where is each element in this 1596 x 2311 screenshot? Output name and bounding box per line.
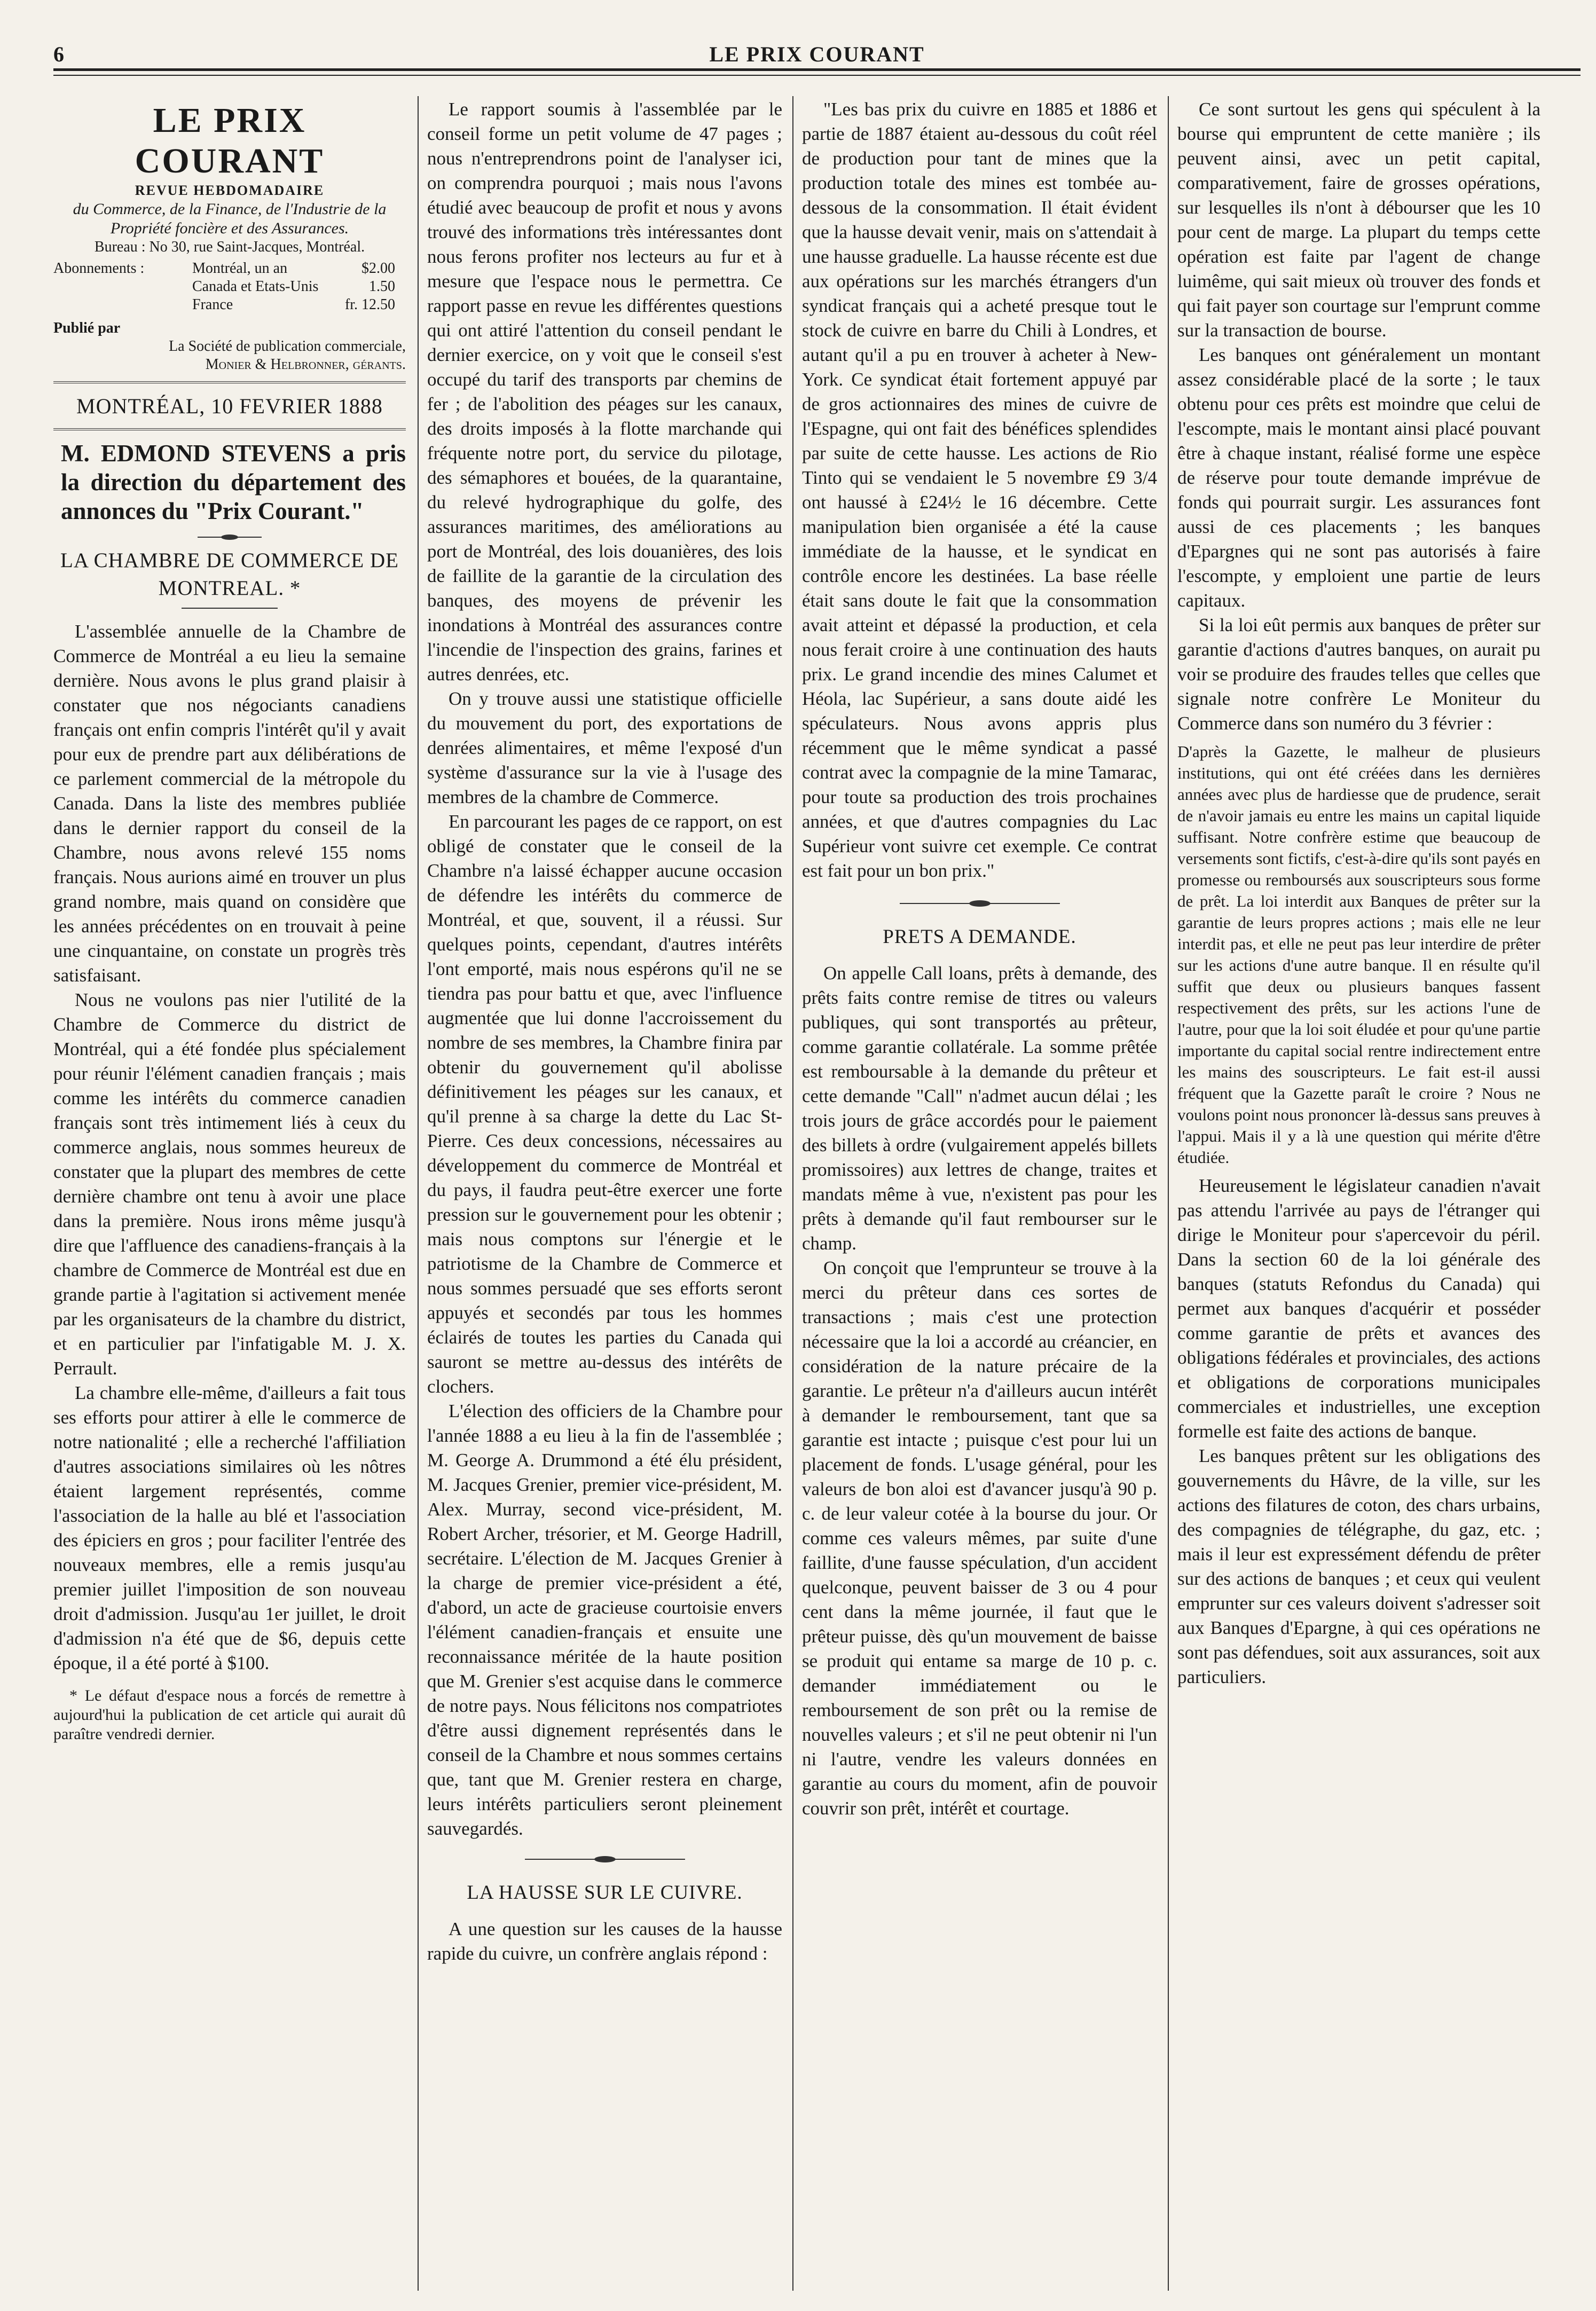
article-paragraph: On y trouve aussi une statistique officielle du mouvement du port, des exportations de denrées alimentaires, et même l'exposé d'un système d'assurance sur la vie à l'usage des membres de la chambre de Commerce.	[427, 688, 782, 807]
masthead-subtitle: REVUE HEBDOMADAIRE	[135, 183, 325, 198]
article-paragraph: A une question sur les causes de la hausse rapide du cuivre, un confrère anglais répond :	[427, 1919, 782, 1964]
article-paragraph: Nous ne voulons pas nier l'utilité de la Chambre de Commerce du district de Montréal, qui a été fondée plus spécialement pour réunir l'élément canadien français ; mais comme les intérêts du commerce canadien français sont très intimement liés à ceux du commerce anglais, nous sommes heureux de constater que la plupart des membres de cette dernière chambre ont tenu à avoir une place dans la première. Nous irons même jusqu'à dire que l'affluence des canadiens-français à la chambre de Commerce de Montréal est due en grande partie à l'agitation si activement menée par les organisateurs de la chambre du district, et en particulier par l'infatigable M. J. X. Perrault.	[53, 989, 406, 1379]
subscription-price: fr. 12.50	[344, 296, 395, 313]
column-rule	[418, 96, 419, 2291]
masthead-description: du Commerce, de la Finance, de l'Industrie de la Propriété foncière et des Assurances.	[73, 200, 387, 237]
article-paragraph: Ce sont surtout les gens qui spéculent à la bourse qui empruntent de cette manière ; ils peuvent ainsi, avec un petit capital, comparativement, faire de grosses opérations, sur lesquelles ils n'ont à débourser que les 10 pour cent de marge. La plupart du temps cette opération est faite par l'agent de change luimême, qui sait mieux où trouver des fonds et qui fait payer son courtage sur l'emprunt comme sur la transaction de bourse.	[1177, 99, 1540, 341]
heading-rule	[182, 608, 278, 609]
ornament-divider	[900, 898, 1060, 909]
column-1	[53, 97, 406, 2292]
announcement-notice: M. EDMOND STEVENS a pris la direction du département des annonces du "Prix Courant."	[61, 440, 406, 524]
footnote: * Le défaut d'espace nous a forcés de remettre à aujourd'hui la publication de cet article qui aurait dû paraître vendredi dernier.	[53, 1687, 406, 1743]
quoted-excerpt: D'après la Gazette, le malheur de plusieurs institutions, qui ont été créées dans les dernières années avec plus de hardiesse que de prudence, serait de n'avoir jamais eu entre les mains un capital liquide suffisant. Notre confrère estime que beaucoup de versements sont fictifs, c'est-à-dire qu'ils sont payés en promesse ou remboursés aux souscripteurs sous forme de prêt. La loi interdit aux Banques de prêter sur la garantie de leurs propres actions ; mais elle ne leur interdit pas, et elle ne peut pas leur interdire de prêter sur les actions d'une autre banque. Il en résulte qu'il suffit que deux ou plusieurs banques fassent respectivement des prêts, sur les actions l'une de l'autre, pour que la loi soit éludée et pour qu'une partie importante du capital social rentre indirectement entre les mains des souscripteurs. Le fait est-il aussi fréquent que la Gazette paraît le croire ? Nous ne voulons point nous prononcer là-dessus sans preuves à l'appui. Mais il y a là une question qui mérite d'être étudiée.	[1177, 742, 1540, 1167]
subscription-region: Montréal, un an	[192, 260, 288, 277]
subscription-price: 1.50	[369, 278, 395, 295]
column-4	[1177, 97, 1540, 2292]
subscription-region: France	[192, 296, 233, 313]
column-rule	[792, 96, 793, 2291]
subscription-row	[53, 296, 406, 314]
masthead-title: LE PRIX COURANT	[135, 101, 325, 180]
article-paragraph: Les banques ont généralement un montant assez considérable placé de la sorte ; le taux obtenu pour ces prêts est moindre que celui de l'escompte, mais le montant ainsi placé pouvant être à chaque instant, réalisé forme une espèce de réserve pour toute demande imprévue de fonds qui pourrait surgir. Les assurances font aussi de ces placements ; les banques d'Epargnes qui ne sont pas autorisés à faire l'escompte, y emploient une partie de leurs capitaux.	[1177, 344, 1540, 611]
article-paragraph: L'élection des officiers de la Chambre pour l'année 1888 a eu lieu à la fin de l'assemblée ; M. George A. Drummond a été élu président, M. Jacques Grenier, premier vice-président, M. Alex. Murray, second vice-président, M. Robert Archer, trésorier, et M. George Hadrill, secrétaire. L'élection de M. Jacques Grenier à la charge de premier vice-président a été, d'abord, un acte de gracieuse courtoisie envers l'élément canadien-français et ensuite une reconnaissance méritée de la haute position que M. Grenier s'est acquise dans le commerce de notre pays. Nous félicitons nos compatriotes d'être aussi dignement représentés dans le conseil de la Chambre et nous sommes certains que, tant que M. Grenier restera en charge, leurs intérêts particuliers seront pleinement sauvegardés.	[427, 1401, 782, 1839]
ornament-divider	[525, 1854, 685, 1865]
quoted-paragraph: "Les bas prix du cuivre en 1885 et 1886 et partie de 1887 étaient au-dessous du coût réel de production pour tant de mines que la production totale des mines est tombée au-dessous de la consommation. Il était évident que la hausse devait venir, mais on s'attendait à une hausse graduelle. La hausse récente est due aux opérations sur les marchés étrangers d'un syndicat français qui a acheté presque tout le stock de cuivre en barre du Chili à Londres, et autant qu'il a pu en trouver à acheter à New-York. Ce syndicat était fortement appuyé par de gros actionnaires des mines de cuivre de l'Espagne, qui ont fait des bénéfices splendides par suite de cette hausse. Les actions de Rio Tinto qui se vendaient le 5 novembre £9 3/4 ont haussé à £24½ le 16 décembre. Cette manipulation bien organisée a été la cause immédiate de la hausse, et le syndicat en contrôle encore les destinées. La base réelle était sans doute le fait que la consommation avait atteint et dépassé la production, et cela nous ferait croire à une continuation des hauts prix. Le grand incendie des mines Calumet et Héola, lac Supérieur, a sans doute aidé les spéculateurs. Nous avons appris plus récemment que le même syndicat a passé contrat avec la compagnie de la mine Tamarac, pour toute sa production des trois prochaines années, et que d'autres compagnies du Lac Supérieur vont suivre cet exemple. Ce contrat est fait pour un bon prix."	[802, 99, 1157, 881]
header-rule-thin	[53, 75, 1581, 76]
article-paragraph: En parcourant les pages de ce rapport, on est obligé de constater que le conseil de la Chambre n'a laissé échapper aucune occasion de défendre les intérêts du commerce de Montréal, et que, souvent, il a réussi. Sur quelques points, cependant, d'autres intérêts l'ont emporté, mais nous espérons qu'il ne se tiendra pas pour battu et que, avec l'influence augmentée que lui donne l'accroissement du nombre de ses membres, la Chambre finira par obtenir du gouvernement qu'il abolisse définitivement les péages sur les canaux, et qu'il prenne à sa charge la dette du Lac St-Pierre. Ces deux concessions, nécessaires au développement du commerce de Montréal et du pays, il faudra peut-être exercer une forte pression sur le gouvernement pour les obtenir ; mais nous comptons sur l'énergie et le patriotisme de la Chambre de Commerce et nous sommes persuadé que ses efforts seront appuyés et secondés par tous les hommes éclairés de toutes les parties du Canada qui sauront se mettre au-dessus des intérêts de clochers.	[427, 811, 782, 1397]
article-paragraph: L'assemblée annuelle de la Chambre de Commerce de Montréal a eu lieu la semaine dernière. Nous avons le plus grand plaisir à constater que nos négociants canadiens français ont enfin compris l'intérêt qu'il y avait pour eux de prendre part aux délibérations de ce parlement commercial de la métropole du Canada. Dans la liste des membres publiée dans le dernier rapport du conseil de la Chambre, nous avons relevé 155 noms français. Nous aurions aimé en trouver un plus grand nombre, mais quand on considère que les années précédentes on en trouvait à peine une cinquantaine, on constate un progrès très satisfaisant.	[53, 621, 406, 986]
subscription-rates	[53, 260, 406, 314]
masthead-bureau: Bureau : No 30, rue Saint-Jacques, Montréal.	[94, 239, 365, 255]
column-3	[802, 97, 1157, 2292]
subscription-row	[53, 278, 406, 296]
running-title: LE PRIX COURANT	[709, 42, 925, 66]
ornament-divider	[198, 533, 262, 541]
subscription-region: Canada et Etats-Unis	[192, 278, 319, 295]
article-heading: LA CHAMBRE DE COMMERCE DE MONTREAL. *	[60, 549, 399, 600]
publisher-info	[53, 319, 406, 374]
divider	[53, 428, 406, 431]
article-paragraph: On appelle Call loans, prêts à demande, des prêts faits contre remise de titres ou valeurs publiques, qui sont transportés au prêteur, comme garantie collatérale. La somme prêtée est remboursable à la demande du prêteur et cette demande "Call" n'admet aucun délai ; les trois jours de grâce accordés pour le paiement des billets à ordre (vulgairement appelés billets promissoires) aux lettres de change, traites et mandats même à vue, n'existent pas pour les prêts à demande qu'il faut rembourser sur le champ.	[802, 963, 1157, 1254]
article-paragraph: Si la loi eût permis aux banques de prêter sur garantie d'actions d'autres banques, on aurait pu voir se produire des fraudes telles que celles que signale notre confrère Le Moniteur du Commerce dans son numéro du 3 février :	[1177, 615, 1540, 734]
subscription-label: Abonnements :	[53, 260, 145, 277]
divider	[53, 381, 406, 384]
article-paragraph: Heureusement le législateur canadien n'avait pas attendu l'arrivée au pays de l'étranger qui dirige le Moniteur pour s'apercevoir du péril. Dans la section 60 de la loi générale des banques (statuts Refondus du Canada) qui permet aux banques d'acquérir et posséder comme garantie de prêts et avances des obligations fédérales et provinciales, des actions et obligations de corporations municipales commerciales et industrielles, une exception formelle est faite des actions de banque.	[1177, 1175, 1540, 1442]
publisher-managers: Monier & Helbronner, gérants.	[205, 356, 406, 373]
column-rule	[1168, 96, 1169, 2291]
page-number: 6	[53, 42, 65, 66]
column-2	[427, 97, 782, 2292]
published-by-label: Publié par	[53, 320, 121, 336]
subscription-price: $2.00	[361, 260, 395, 277]
subscription-row	[53, 260, 406, 278]
article-paragraph: On conçoit que l'emprunteur se trouve à la merci du prêteur dans ces sortes de transactions ; mais c'est une protection nécessaire que la loi a accordé au créancier, en considération de la nature précaire de la garantie. Le prêteur n'a d'ailleurs aucun intérêt à demander le remboursement, tant que sa garantie est intacte ; puisque c'est pour lui un placement de fonds. L'usage général, pour les valeurs de bon aloi est d'avancer jusqu'à 90 p. c. de leur valeur cotée à la bourse du jour. Or comme ces valeurs mêmes, par suite d'une faillite, d'une fausse spéculation, d'un accident quelconque, peuvent baisser de 3 ou 4 pour cent dans la même journée, il faut que le prêteur puisse, dès qu'un mouvement de baisse se produit qui entame sa marge de 10 p. c. demander immédiatement ou le remboursement de son prêt ou la remise de nouvelles valeurs ; et s'il ne peut obtenir ni l'un ni l'autre, vendre les valeurs données en garantie au cours du moment, afin de pouvoir couvrir son prêt, intérêt et courtage.	[802, 1257, 1157, 1819]
header-rule	[53, 68, 1581, 71]
article-paragraph: Les banques prêtent sur les obligations des gouvernements du Hâvre, de la ville, sur les actions des filatures de coton, des chars urbains, des compagnies de télégraphe, du gaz, etc. ; mais il leur est expressément défendu de prêter sur des actions de banques ; et ceux qui veulent emprunter sur ces valeurs doivent s'adresser soit aux Banques d'Epargne, à qui ces opérations ne sont pas défendues, soit aux assurances, soit aux particuliers.	[1177, 1445, 1540, 1687]
dateline: MONTRÉAL, 10 FEVRIER 1888	[76, 394, 383, 418]
article-paragraph: La chambre elle-même, d'ailleurs a fait tous ses efforts pour attirer à elle le commerce de notre nationalité ; elle a recherché l'affiliation d'autres associations similaires où les nôtres étaient largement représentés, comme l'association de la halle au blé et l'association des épiciers en gros ; pour faciliter l'entrée des nouveaux membres, elle a remis jusqu'au premier juillet l'imposition de son nouveau droit d'admission. Jusqu'au 1er juillet, le droit d'admission n'a été que de $6, depuis cette époque, il a été porté à $100.	[53, 1382, 406, 1673]
publisher-society: La Société de publication commerciale,	[169, 338, 406, 355]
article-heading: LA HAUSSE SUR LE CUIVRE.	[467, 1882, 743, 1904]
article-heading: PRETS A DEMANDE.	[883, 926, 1076, 948]
article-paragraph: Le rapport soumis à l'assemblée par le conseil forme un petit volume de 47 pages ; nous n'entreprendrons point de l'analyser ici, on comprendra pourquoi ; mais nous l'avons étudié avec beaucoup de profit et nous y avons trouvé des informations très intéressantes dont nous ferons profiter nos lecteurs au fur et à mesure que l'espace nous le permettra. Ce rapport passe en revue les différentes questions qui ont attiré l'attention du conseil pendant le dernier exercice, on y voit que le conseil s'est occupé du tarif des transports par chemins de fer ; de l'abolition des péages sur les canaux, des droits imposés à la flotte marchande qui fréquente notre port, du service du pilotage, des sémaphores et bouées, de la quarantaine, du relevé hydrographique du golfe, des assurances maritimes, des améliorations au port de Montréal, des lois douanières, des lois de faillite de la garantie de la circulation des banques, des moyens de prévenir les inondations à Montréal des assurances contre l'incendie de l'inspection des grains, farines et autres denrées, etc.	[427, 99, 782, 685]
